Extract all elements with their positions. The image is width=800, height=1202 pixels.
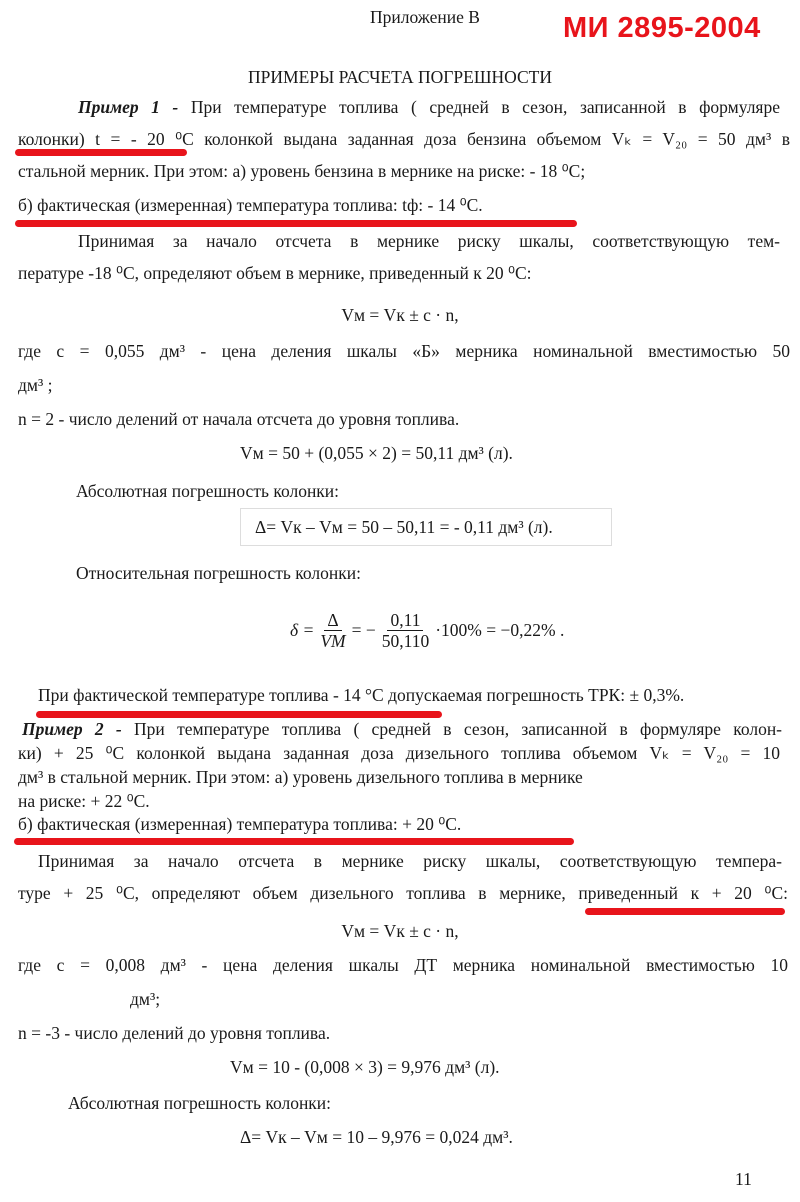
fraction-delta [320, 610, 345, 651]
example2-abs-formula: Δ= Vк – Vм = 10 – 9,976 = 0,024 дм³. [240, 1127, 513, 1147]
example1-volume: Vм = 50 + (0,055 × 2) = 50,11 дм³ (л). [240, 443, 513, 463]
document-stamp: МИ 2895-2004 [563, 12, 761, 44]
fraction-values [382, 610, 429, 651]
example2-n-line: n = -3 - число делений до уровня топлива. [18, 1023, 331, 1043]
rel-rhs: ·100% = −0,22% . [435, 620, 565, 640]
highlight-underline [585, 908, 785, 915]
numerator: Δ [324, 610, 341, 631]
example2-line-1 [22, 718, 782, 740]
example1-where-cont: дм³ ; [18, 375, 53, 395]
example1-abs-label: Абсолютная погрешность колонки: [76, 481, 340, 501]
denominator: 50,110 [381, 631, 430, 651]
example2-line-6: Принимая за начало отсчета в мернике риску шкалы, соответствующую темпера- [38, 851, 782, 871]
example1-abs-formula: Δ= Vк – Vм = 50 – 50,11 = - 0,11 дм³ (л). [255, 517, 553, 537]
example1-n-line: n = 2 - число делений от начала отсчета до уровня топлива. [18, 409, 460, 429]
example2-where: где c = 0,008 дм³ - цена деления шкалы ДТ мерника номинальной вместимостью 10 [18, 955, 788, 975]
example1-line-5: Принимая за начало отсчета в мернике риску шкалы, соответствующую тем- [78, 231, 780, 251]
example1-formula: Vм = Vк ± c · n, [341, 305, 459, 325]
example1-conclusion: При фактической температуре топлива - 14 °C допускаемая погрешность ТРК: ± 0,3%. [38, 685, 685, 705]
example2-formula: Vм = Vк ± c · n, [341, 921, 459, 941]
example1-where: где c = 0,055 дм³ - цена деления шкалы «Б» мерника номинальной вместимостью 50 [18, 341, 790, 361]
highlight-underline [15, 220, 577, 227]
example1-line-6: пературе -18 ⁰C, определяют объем в мернике, приведенный к 20 ⁰C: [18, 263, 532, 283]
example1-label: Пример 1 - [78, 97, 179, 117]
example2-abs-label: Абсолютная погрешность колонки: [68, 1093, 332, 1113]
highlight-underline [14, 838, 574, 845]
highlight-underline [36, 711, 442, 718]
example2-line-4: на риске: + 22 ⁰C. [18, 791, 150, 811]
example2-line-7: туре + 25 ⁰C, определяют объем дизельного топлива в мернике, приведенный к + 20 ⁰C: [18, 883, 788, 903]
example2-line-2: ки) + 25 ⁰C колонкой выдана заданная доза дизельного топлива объемом Vₖ = V₂₀ = 10 [18, 743, 780, 763]
example2-line-5: б) фактическая (измеренная) температура топлива: + 20 ⁰C. [18, 814, 462, 834]
example1-rel-label: Относительная погрешность колонки: [76, 563, 361, 583]
highlight-underline [15, 149, 187, 156]
example1-line-4: б) фактическая (измеренная) температура топлива: tф: - 14 ⁰C. [18, 195, 483, 215]
example1-line-2: колонки) t = - 20 ⁰C колонкой выдана заданная доза бензина объемом Vₖ = V₂₀ = 50 дм³ в [18, 129, 790, 149]
denominator: VМ [320, 631, 346, 651]
example2-label: Пример 2 - [22, 719, 122, 739]
appendix-label: Приложение В [370, 7, 480, 27]
example1-text: При температуре топлива ( средней в сезон, записанной в формуляре [190, 97, 781, 117]
page-number: 11 [735, 1169, 752, 1189]
example2-line-3: дм³ в стальной мерник. При этом: а) уровень дизельного топлива в мернике [18, 767, 583, 787]
example2-volume: Vм = 10 - (0,008 × 3) = 9,976 дм³ (л). [230, 1057, 500, 1077]
rel-eq: = − [351, 620, 376, 640]
example2-text: При температуре топлива ( средней в сезон, записанной в формуляре колон- [134, 719, 783, 739]
numerator: 0,11 [387, 610, 423, 631]
rel-lhs: δ = [290, 620, 315, 640]
page-title: ПРИМЕРЫ РАСЧЕТА ПОГРЕШНОСТИ [248, 67, 552, 87]
example2-where-cont: дм³; [130, 989, 161, 1009]
example1-line-3: стальной мерник. При этом: а) уровень бензина в мернике на риске: - 18 ⁰C; [18, 161, 586, 181]
example1-line-1 [78, 96, 780, 118]
relative-error-formula [290, 610, 564, 651]
